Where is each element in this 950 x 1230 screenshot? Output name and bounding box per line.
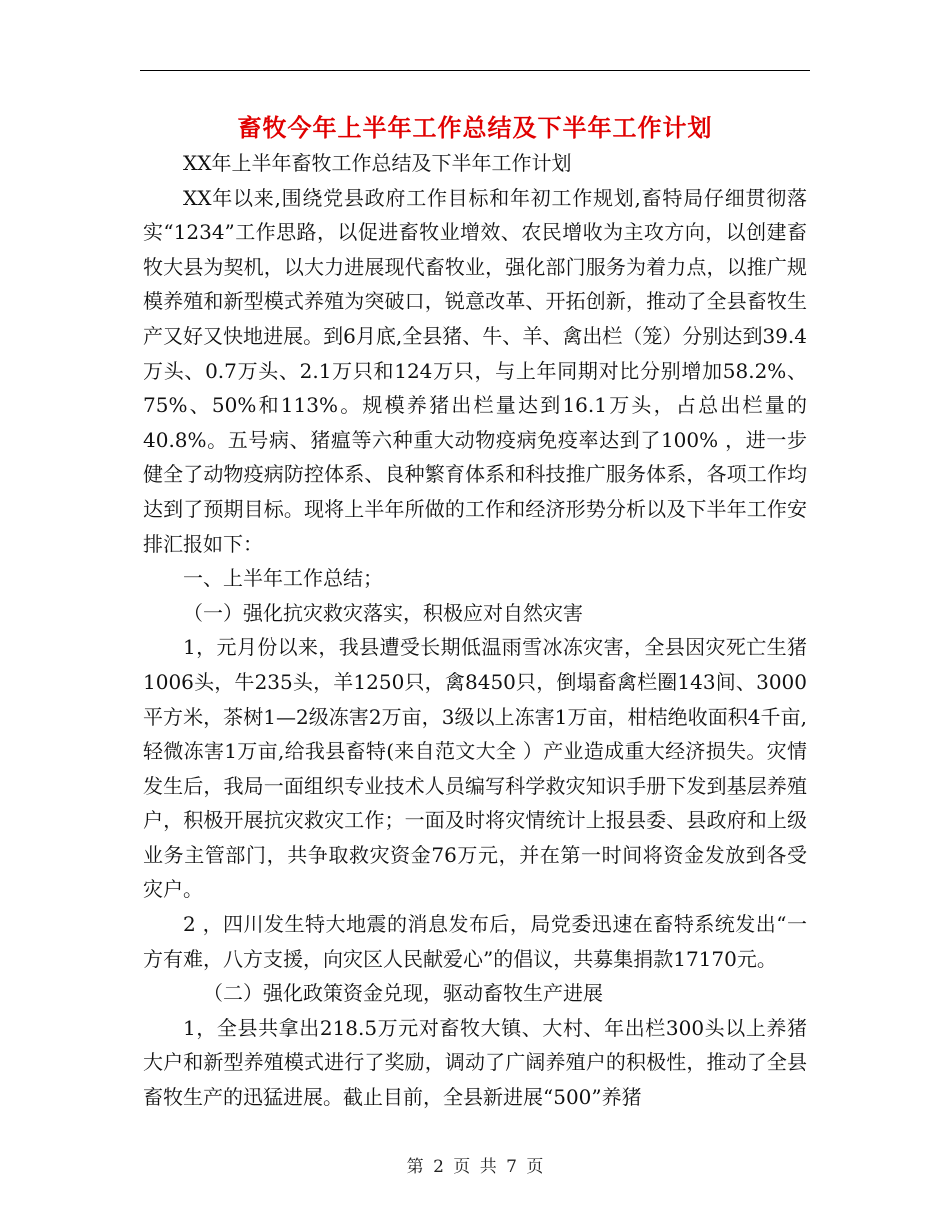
paragraph-subtitle: XX年上半年畜牧工作总结及下半年工作计划 — [183, 151, 572, 175]
subsection-heading-2: （二）强化政策资金兑现，驱动畜牧生产进展 — [203, 981, 603, 1006]
document-body — [143, 146, 807, 1115]
paragraph-item-3: 1，全县共拿出218.5万元对畜牧大镇、大村、年出栏300头以上养猪大户和新型养殖模式进行了奖励，调动了广阔养殖户的积极性，推动了全县畜牧生产的迅猛进展。截止目前，全县新进展“500”养猪 — [143, 1015, 807, 1110]
document-title: 畜牧今年上半年工作总结及下半年工作计划 — [237, 114, 713, 142]
paragraph-item-1: 1，元月份以来，我县遭受长期低温雨雪冰冻灾害，全县因灾死亡生猪1006头，牛235头，羊1250只，禽8450只，倒塌畜禽栏圈143间、3000平方米，茶树1—2级冻害2万亩，3级以上冻害1万亩，柑桔绝收面积4千亩,轻微冻害1万亩,给我县畜特(来自范文大全 ）产业造成重大经济损失。灾情发生后，我局一面组织专业技术人员编写科学救灾知识手册下发到基层养殖户，积极开展抗灾救灾工作；一面及时将灾情统计上报县委、县政府和上级业务主管部门，共争取救灾资金76万元，并在第一时间将资金发放到各受灾户。 — [143, 635, 807, 902]
paragraph-item-2: 2 ，四川发生特大地震的消息发布后，局党委迅速在畜特系统发出“一方有难，八方支援，向灾区人民献爱心”的倡议，共募集捐款17170元。 — [143, 912, 807, 971]
section-heading-1: 一、上半年工作总结； — [183, 566, 383, 591]
page-number: 第 2 页 共 7 页 — [406, 1157, 544, 1177]
paragraph-intro: XX年以来,围绕党县政府工作目标和年初工作规划,畜特局仔细贯彻落实“1234”工作思路，以促进畜牧业增效、农民增收为主攻方向，以创建畜牧大县为契机，以大力进展现代畜牧业，强化部门服务为着力点，以推广规模养殖和新型模式养殖为突破口，锐意改革、开拓创新，推动了全县畜牧生产又好又快地进展。到6月底,全县猪、牛、羊、禽出栏（笼）分别达到39.4万头、0.7万头、2.1万只和124万只，与上年同期对比分别增加58.2%、75%、50%和113%。规模养猪出栏量达到16.1万头，占总出栏量的40.8%。五号病、猪瘟等六种重大动物疫病免疫率达到了100% ，进一步健全了动物疫病防控体系、良种繁育体系和科技推广服务体系，各项工作均达到了预期目标。现将上半年所做的工作和经济形势分析以及下半年工作安排汇报如下： — [143, 185, 807, 556]
header-rule — [140, 70, 810, 71]
subsection-heading-1: （一）强化抗灾救灾落实，积极应对自然灾害 — [183, 600, 583, 625]
